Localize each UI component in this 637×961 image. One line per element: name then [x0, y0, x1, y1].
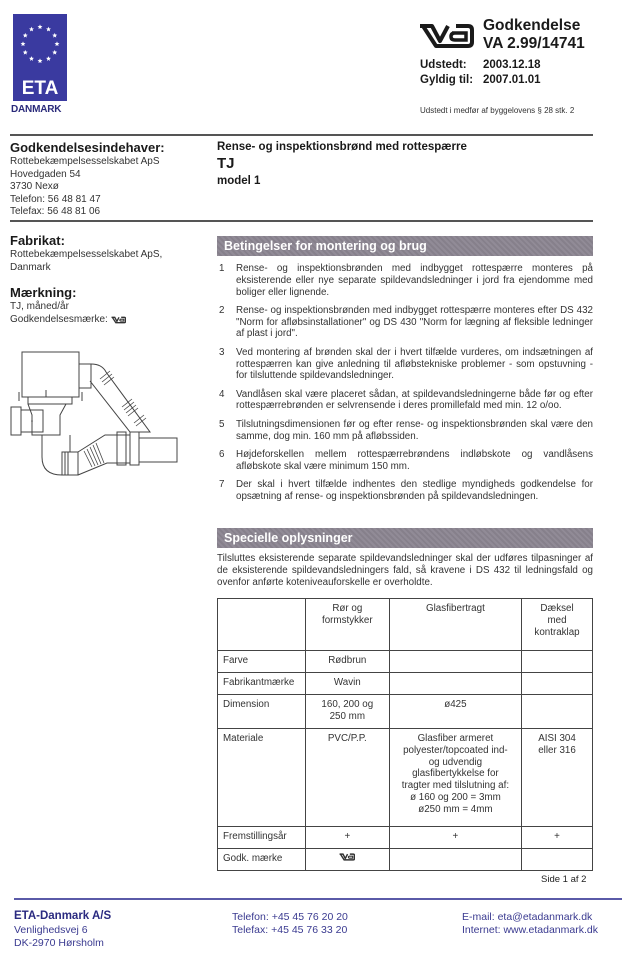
- condition-number: 7: [219, 478, 225, 490]
- table-cell: Wavin: [305, 673, 389, 695]
- footer-phone: Telefon: +45 45 76 20 20: [232, 911, 348, 923]
- table-cell: Glasfiber armeret polyester/topcoated ind- og udvendig glasfibertykkelse for tragter med tilslutning af: ø 160 og 200 = 3mm ø250 mm = 4mm: [389, 729, 521, 827]
- condition-item: [217, 389, 593, 413]
- holder-heading: Godkendelsesindehaver:: [10, 140, 165, 155]
- table-cell: [522, 673, 593, 695]
- valid-label: Gyldig til:: [420, 74, 474, 86]
- footer-address-line: Venlighedsvej 6: [14, 924, 88, 936]
- footer-fax: Telefax: +45 45 76 33 20: [232, 924, 348, 936]
- section-heading-conditions: Betingelser for montering og brug: [217, 236, 593, 256]
- table-cell: [389, 651, 521, 673]
- manufacturer-heading: Fabrikat:: [10, 233, 65, 248]
- conditions-list: [217, 263, 593, 509]
- product-drawing: [10, 335, 210, 485]
- condition-number: 1: [219, 263, 225, 274]
- footer-web-block: [462, 911, 598, 937]
- star-icon: [21, 41, 26, 46]
- va-mark-icon: [339, 853, 355, 861]
- table-row: [218, 695, 593, 729]
- product-title: Rense- og inspektionsbrønd med rottespærre: [217, 141, 467, 153]
- eta-logo-text: ETA: [21, 78, 59, 99]
- manufacturer-text: [10, 249, 162, 274]
- table-cell: Rødbrun: [305, 651, 389, 673]
- condition-text: Ved montering af brønden skal der i hvert tilfælde vurderes, om indsætningen af rottespærren kan give anledning til afløbstekniske problemer - som opstuvning - for tilsluttende spildevandsledninger.: [236, 346, 593, 382]
- condition-text: Rense- og inspektionsbrønden med indbygget rottespærre monteres efter DS 432 "Norm for afløbsinstallationer" og DS 430 "Norm for lægning af fleksible ledninger af plast i jord".: [236, 304, 593, 340]
- marking-heading: Mærkning:: [10, 285, 77, 300]
- row-label: Materiale: [218, 729, 306, 827]
- condition-text: Vandlåsen skal være placeret sådan, at spildevandsledningerne både før og efter rottespærrebrønden er selvrensende i deres promillefald med min. 12 o/oo.: [236, 388, 593, 412]
- table-row: [218, 729, 593, 827]
- condition-number: 6: [219, 448, 225, 460]
- eta-logo: [13, 14, 67, 101]
- eu-stars-icon: [13, 14, 67, 101]
- star-icon: [52, 33, 57, 38]
- star-icon: [38, 58, 43, 63]
- row-label: Godk. mærke: [218, 849, 306, 871]
- approval-title: Godkendelse: [483, 17, 581, 34]
- marking-text: [10, 301, 126, 326]
- holder-line: Rottebekæmpelsesselskabet ApS: [10, 156, 160, 167]
- condition-item: [217, 263, 593, 298]
- marking-line-approval: [10, 314, 126, 327]
- row-label: Fremstillingsår: [218, 827, 306, 849]
- table-row: [218, 651, 593, 673]
- table-cell: +: [389, 827, 521, 849]
- table-cell: ø425: [389, 695, 521, 729]
- footer-company: ETA-Danmark A/S: [14, 910, 112, 922]
- star-icon: [55, 41, 60, 46]
- condition-text: Tilslutningsdimensionen før og efter rense- og inspektionsbrønden skal være den samme, dog min. 160 mm på afløbssiden.: [236, 418, 593, 442]
- table-cell: [522, 695, 593, 729]
- star-icon: [46, 27, 51, 32]
- footer-email-link[interactable]: E-mail: eta@etadanmark.dk: [462, 911, 593, 923]
- table-cell: AISI 304 eller 316: [522, 729, 593, 827]
- footer-phone-block: [232, 911, 348, 937]
- condition-number: 5: [219, 418, 225, 430]
- footer-divider: [14, 898, 622, 900]
- condition-number: 2: [219, 304, 225, 316]
- row-label: Dimension: [218, 695, 306, 729]
- table-header: Glasfibertragt: [389, 599, 521, 651]
- product-model: model 1: [217, 175, 261, 187]
- va-mark-icon: [111, 316, 126, 324]
- condition-text: Højdeforskellen mellem rottespærrebrøndens indløbskote og vandlåsens afløbskote skal være minimum 150 mm.: [236, 448, 593, 472]
- divider: [10, 134, 593, 136]
- table-cell: [389, 849, 521, 871]
- issued-value: 2003.12.18: [483, 59, 541, 71]
- manufacturer-line: Rottebekæmpelsesselskabet ApS,: [10, 249, 163, 260]
- table-header: Rør og formstykker: [305, 599, 389, 651]
- table-header-row: [218, 599, 593, 651]
- row-label: Farve: [218, 651, 306, 673]
- holder-line: 3730 Nexø: [10, 181, 59, 192]
- table-cell: 160, 200 og 250 mm: [305, 695, 389, 729]
- condition-number: 4: [219, 388, 225, 400]
- section-heading-special: Specielle oplysninger: [217, 528, 593, 548]
- table-cell: PVC/P.P.: [305, 729, 389, 827]
- star-icon: [23, 50, 28, 55]
- legal-basis: Udstedt i medfør af byggelovens § 28 stk. 2: [420, 106, 575, 115]
- table-row: [218, 827, 593, 849]
- holder-address: [10, 156, 160, 219]
- footer-address-line: DK-2970 Hørsholm: [14, 937, 104, 949]
- holder-line: Telefax: 56 48 81 06: [10, 206, 101, 217]
- table-cell: +: [522, 827, 593, 849]
- marking-line: TJ, måned/år: [10, 301, 69, 312]
- table-header: Dæksel med kontraklap: [522, 599, 593, 651]
- footer-address: [14, 924, 104, 950]
- manufacturer-line: Danmark: [10, 261, 51, 273]
- condition-item: [217, 479, 593, 503]
- product-name: TJ: [217, 155, 235, 172]
- condition-text: Rense- og inspektionsbrønden med indbygget rottespærre monteres på eksisterende eller nye separate spildevandsledninger i jord fra ejendomme med boliger eller lignende.: [236, 263, 593, 298]
- marking-line: Godkendelsesmærke:: [10, 313, 108, 325]
- condition-item: [217, 419, 593, 443]
- divider: [10, 220, 593, 222]
- star-icon: [46, 56, 51, 61]
- star-icon: [29, 56, 34, 61]
- star-icon: [23, 33, 28, 38]
- table-row: [218, 673, 593, 695]
- spec-table: [217, 598, 593, 871]
- star-icon: [29, 27, 34, 32]
- valid-value: 2007.01.01: [483, 74, 541, 86]
- issued-label: Udstedt:: [420, 59, 467, 71]
- condition-item: [217, 449, 593, 473]
- star-icon: [52, 50, 57, 55]
- page-number: Side 1 af 2: [541, 874, 587, 885]
- table-cell: [389, 673, 521, 695]
- table-cell: +: [305, 827, 389, 849]
- condition-text: Der skal i hvert tilfælde indhentes den stedlige myndigheds godkendelse for opsætning af rense- og inspektionsbrønden på spildevandsledningen.: [236, 478, 593, 502]
- table-cell: [522, 651, 593, 673]
- table-row: [218, 849, 593, 871]
- table-cell-va-mark: [305, 849, 389, 871]
- condition-item: [217, 347, 593, 382]
- approval-number: VA 2.99/14741: [483, 35, 585, 52]
- table-cell: [522, 849, 593, 871]
- row-label: Fabrikantmærke: [218, 673, 306, 695]
- eta-logo-subtitle: DANMARK: [11, 104, 62, 115]
- special-intro: Tilsluttes eksisterende separate spildevandsledninger skal der udføres tilpasninger af de eksisterende spildevandsledningers fald, så kravene i DS 432 til ledningsfald og ovenfor anførte koteniveauforskelle er overholdte.: [217, 553, 593, 588]
- condition-item: [217, 305, 593, 340]
- condition-number: 3: [219, 346, 225, 358]
- holder-line: Hovedgaden 54: [10, 168, 81, 180]
- holder-line: Telefon: 56 48 81 47: [10, 193, 101, 205]
- star-icon: [38, 24, 43, 29]
- footer-website-link[interactable]: Internet: www.etadanmark.dk: [462, 924, 598, 936]
- va-mark-icon: [418, 23, 474, 49]
- table-header: [218, 599, 306, 651]
